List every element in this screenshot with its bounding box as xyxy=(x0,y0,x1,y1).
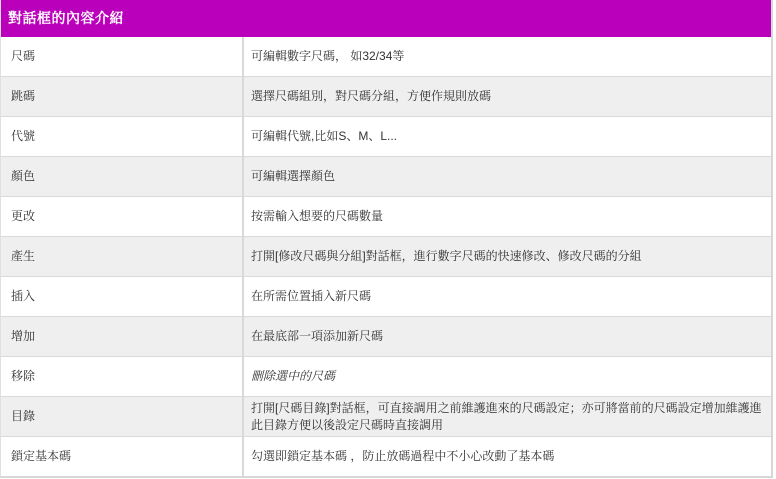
description-cell: 在所需位置插入新尺碼 xyxy=(251,289,372,303)
table-row xyxy=(1,117,771,157)
term-cell: 代號 xyxy=(1,117,244,156)
term-cell: 跳碼 xyxy=(1,77,244,116)
table-row xyxy=(1,357,771,397)
description-cell: 打開[修改尺碼與分組]對話框，進行數字尺碼的快速修改、修改尺碼的分組 xyxy=(251,249,642,263)
term-cell: 尺碼 xyxy=(1,37,244,76)
description-cell: 刪除選中的尺碼 xyxy=(251,369,336,383)
table-row xyxy=(1,397,771,437)
term-cell: 鎖定基本碼 xyxy=(1,437,244,476)
table-row xyxy=(1,317,771,357)
table-row xyxy=(1,77,771,117)
description-cell: 在最底部一項添加新尺碼 xyxy=(251,329,384,343)
description-cell: 按需輸入想要的尺碼數量 xyxy=(251,209,384,223)
table-title: 對話框的內容介紹 xyxy=(1,0,771,37)
term-cell: 增加 xyxy=(1,317,244,356)
term-cell: 目錄 xyxy=(1,397,244,436)
table-row xyxy=(1,197,771,237)
term-cell: 產生 xyxy=(1,237,244,276)
term-cell: 更改 xyxy=(1,197,244,236)
description-cell: 可編輯數字尺碼， 如32/34等 xyxy=(251,49,405,63)
table-rows xyxy=(1,37,771,477)
term-cell: 顏色 xyxy=(1,157,244,196)
description-cell: 打開[尺碼目錄]對話框，可直接調用之前維護進來的尺碼設定；亦可將當前的尺碼設定增加維護進此目錄方便以後設定尺碼時直接調用 xyxy=(251,400,762,432)
description-cell: 可編輯代號,比如S、M、L... xyxy=(251,129,398,143)
table-row xyxy=(1,237,771,277)
table-row xyxy=(1,157,771,197)
description-cell: 可編輯選擇顏色 xyxy=(251,169,336,183)
description-cell: 勾選即鎖定基本碼 ，防止放碼過程中不小心改動了基本碼 xyxy=(251,449,555,463)
description-cell: 選擇尺碼組別，對尺碼分組，方便作規則放碼 xyxy=(251,89,492,103)
term-cell: 插入 xyxy=(1,277,244,316)
table-row xyxy=(1,37,771,77)
term-cell: 移除 xyxy=(1,357,244,396)
table-row xyxy=(1,277,771,317)
table-row xyxy=(1,437,771,477)
